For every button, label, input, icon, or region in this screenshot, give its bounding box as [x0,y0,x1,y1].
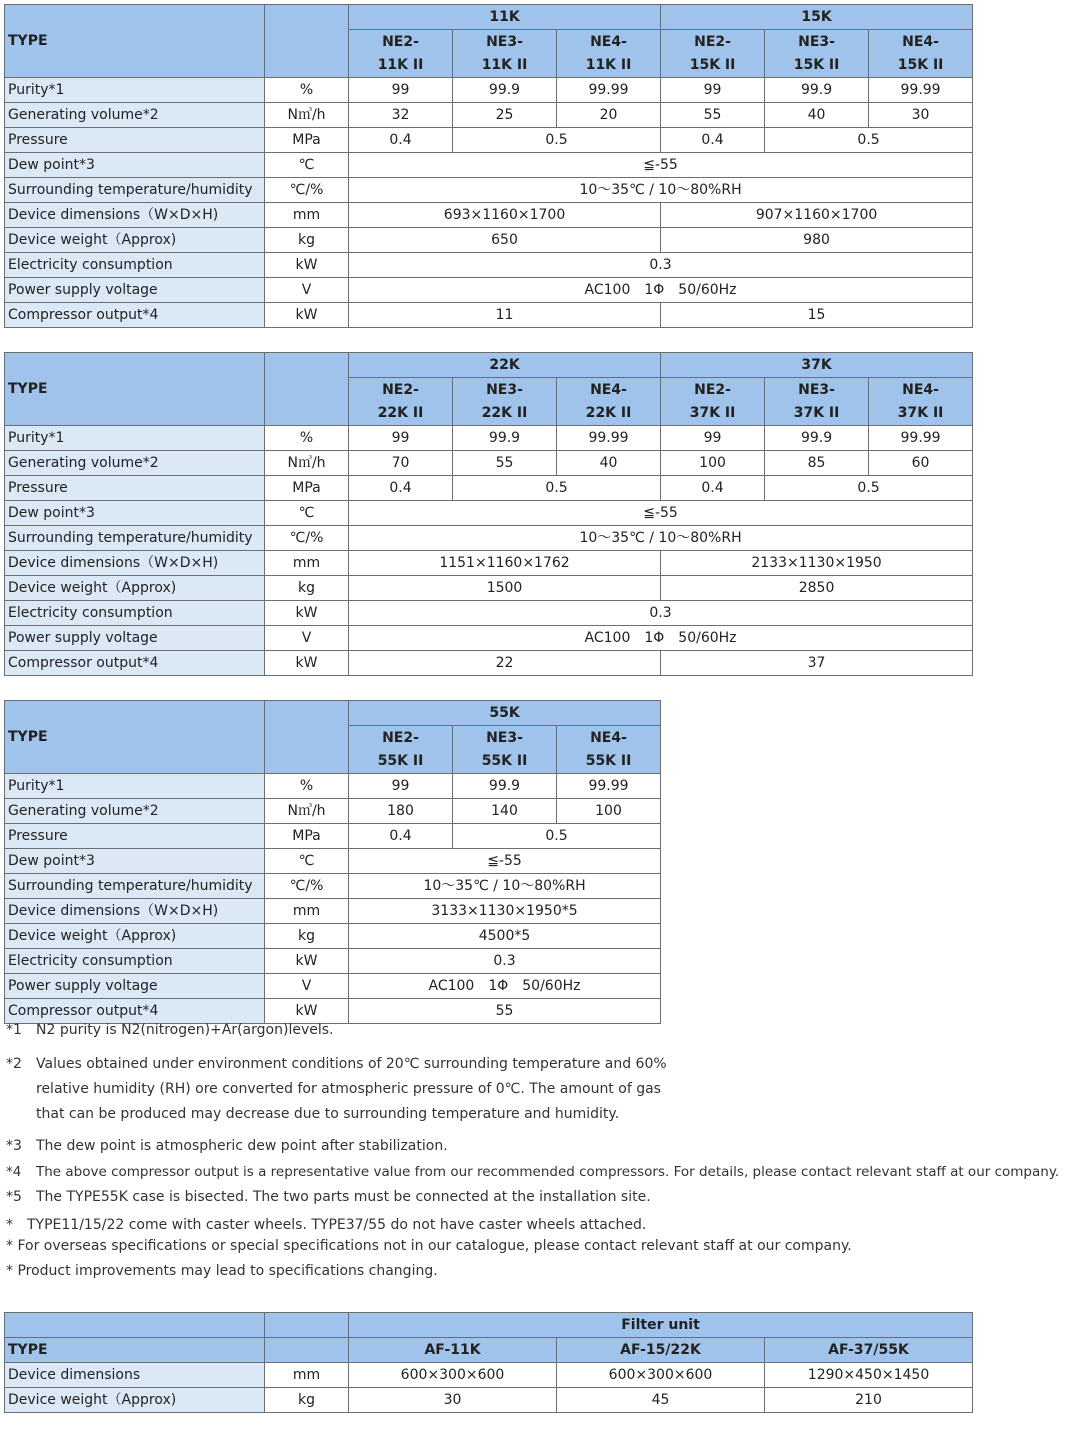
unit-cell: kW [265,651,349,676]
model-header: NE3- 55K II [453,726,557,774]
row-label: Device weight（Approx) [5,924,265,949]
value-cell: 15 [661,303,973,328]
value-cell: 1151×1160×1762 [349,551,661,576]
unit-cell: kg [265,228,349,253]
model-header: NE3- 11K II [453,30,557,78]
group-header-55k: 55K [349,701,661,726]
row-compressor [5,999,661,1024]
value-cell: 70 [349,451,453,476]
row-power-supply [5,974,661,999]
row-label: Device dimensions（W×D×H) [5,899,265,924]
value-cell: AC100 1Φ 50/60Hz [349,974,661,999]
unit-cell: ℃ [265,153,349,178]
group-header-11k: 11K [349,5,661,30]
unit-cell: mm [265,551,349,576]
row-label: Dew point*3 [5,153,265,178]
unit-cell: kg [265,924,349,949]
value-cell: 100 [557,799,661,824]
row-gen-volume [5,103,973,128]
row-pressure [5,476,973,501]
row-electricity [5,601,973,626]
row-label: Device weight（Approx) [5,228,265,253]
model-header: AF-37/55K [765,1338,973,1363]
value-cell: 600×300×600 [557,1363,765,1388]
unit-cell: ℃/% [265,178,349,203]
row-label: Surrounding temperature/humidity [5,178,265,203]
spec-table-55k [4,700,661,1024]
unit-header [265,5,349,78]
value-cell: 4500*5 [349,924,661,949]
row-label: Dew point*3 [5,501,265,526]
row-weight [5,228,973,253]
value-cell: ≦-55 [349,501,973,526]
type-header: TYPE [5,353,265,426]
value-cell: 99.99 [557,774,661,799]
model-header: NE3- 15K II [765,30,869,78]
value-cell: 85 [765,451,869,476]
row-dimensions [5,1363,973,1388]
row-purity [5,78,973,103]
row-label: Generating volume*2 [5,103,265,128]
value-cell: ≦-55 [349,153,973,178]
value-cell: 0.5 [453,824,661,849]
value-cell: 32 [349,103,453,128]
row-label: Generating volume*2 [5,799,265,824]
value-cell: 650 [349,228,661,253]
model-header: NE2- 11K II [349,30,453,78]
row-compressor [5,651,973,676]
unit-cell: N㎥/h [265,451,349,476]
row-label: Dew point*3 [5,849,265,874]
unit-cell: MPa [265,824,349,849]
row-electricity [5,253,973,278]
value-cell: 25 [453,103,557,128]
unit-cell: kW [265,253,349,278]
unit-cell: kW [265,949,349,974]
model-header: NE2- 22K II [349,378,453,426]
footnote: *3 The dew point is atmospheric dew point after stabilization. [6,1138,448,1154]
value-cell: 0.5 [765,476,973,501]
value-cell: 99.99 [557,78,661,103]
group-header-22k: 22K [349,353,661,378]
row-dew-point [5,153,973,178]
unit-cell: N㎥/h [265,103,349,128]
row-label: Power supply voltage [5,974,265,999]
row-label: Device dimensions（W×D×H) [5,551,265,576]
row-compressor [5,303,973,328]
value-cell: 30 [869,103,973,128]
value-cell: 99.9 [453,774,557,799]
model-header: NE4- 15K II [869,30,973,78]
row-electricity [5,949,661,974]
row-dimensions [5,203,973,228]
value-cell: 10～35℃ / 10～80%RH [349,874,661,899]
unit-header [265,701,349,774]
model-header: NE4- 11K II [557,30,661,78]
row-label: Surrounding temperature/humidity [5,874,265,899]
model-header: NE4- 22K II [557,378,661,426]
unit-cell: % [265,426,349,451]
row-power-supply [5,278,973,303]
unit-cell: V [265,278,349,303]
row-dew-point [5,849,661,874]
model-header: AF-11K [349,1338,557,1363]
value-cell: 20 [557,103,661,128]
value-cell: 980 [661,228,973,253]
unit-cell: ℃/% [265,526,349,551]
value-cell: 0.3 [349,253,973,278]
unit-cell: V [265,626,349,651]
row-label: Pressure [5,128,265,153]
model-header: NE4- 37K II [869,378,973,426]
row-pressure [5,128,973,153]
unit-cell: MPa [265,476,349,501]
model-header: AF-15/22K [557,1338,765,1363]
value-cell: 10～35℃ / 10～80%RH [349,526,973,551]
type-header: TYPE [5,1338,265,1363]
row-weight [5,924,661,949]
bullet-note: * Product improvements may lead to specifications changing. [6,1263,438,1279]
row-label: Electricity consumption [5,949,265,974]
value-cell: 11 [349,303,661,328]
unit-cell: V [265,974,349,999]
unit-cell: ℃ [265,501,349,526]
row-label: Device dimensions（W×D×H) [5,203,265,228]
value-cell: 10～35℃ / 10～80%RH [349,178,973,203]
row-gen-volume [5,799,661,824]
blank-header [5,1313,265,1338]
row-label: Power supply voltage [5,626,265,651]
group-header-15k: 15K [661,5,973,30]
blank-header [265,1313,349,1338]
value-cell: 60 [869,451,973,476]
value-cell: 99.9 [453,78,557,103]
value-cell: 0.4 [349,476,453,501]
row-label: Device weight（Approx) [5,1388,265,1413]
row-power-supply [5,626,973,651]
value-cell: 2850 [661,576,973,601]
type-header: TYPE [5,701,265,774]
value-cell: 100 [661,451,765,476]
footnote-continued: that can be produced may decrease due to surrounding temperature and humidity. [36,1106,620,1122]
row-label: Compressor output*4 [5,651,265,676]
unit-cell: mm [265,203,349,228]
footnote: *1 N2 purity is N2(nitrogen)+Ar(argon)levels. [6,1022,334,1038]
value-cell: 693×1160×1700 [349,203,661,228]
value-cell: 99.99 [869,426,973,451]
value-cell: 140 [453,799,557,824]
row-label: Electricity consumption [5,253,265,278]
value-cell: 99.9 [453,426,557,451]
model-header: NE2- 15K II [661,30,765,78]
value-cell: 37 [661,651,973,676]
value-cell: ≦-55 [349,849,661,874]
model-header: NE2- 37K II [661,378,765,426]
unit-cell: kW [265,303,349,328]
unit-cell: ℃ [265,849,349,874]
value-cell: 99.9 [765,78,869,103]
row-label: Purity*1 [5,774,265,799]
unit-cell: mm [265,899,349,924]
spec-table-22k-37k [4,352,973,676]
unit-header [265,353,349,426]
row-purity [5,426,973,451]
footnote: *2 Values obtained under environment conditions of 20℃ surrounding temperature and 60% [6,1056,667,1072]
row-label: Pressure [5,824,265,849]
value-cell: 45 [557,1388,765,1413]
value-cell: 907×1160×1700 [661,203,973,228]
value-cell: 99.9 [765,426,869,451]
unit-cell: N㎥/h [265,799,349,824]
row-weight [5,1388,973,1413]
footnote: *4 The above compressor output is a representative value from our recommended compressors. For details, please contact relevant staff at our company. [6,1164,1060,1180]
row-surrounding [5,874,661,899]
row-dimensions [5,899,661,924]
value-cell: 99.99 [557,426,661,451]
model-header: NE4- 55K II [557,726,661,774]
value-cell: 40 [765,103,869,128]
value-cell: 0.4 [349,824,453,849]
row-surrounding [5,526,973,551]
row-label: Pressure [5,476,265,501]
row-surrounding [5,178,973,203]
row-label: Purity*1 [5,426,265,451]
value-cell: 99.99 [869,78,973,103]
value-cell: 55 [661,103,765,128]
row-label: Compressor output*4 [5,303,265,328]
row-dimensions [5,551,973,576]
value-cell: 0.3 [349,949,661,974]
row-label: Device dimensions [5,1363,265,1388]
value-cell: 600×300×600 [349,1363,557,1388]
row-label: Power supply voltage [5,278,265,303]
unit-cell: % [265,774,349,799]
filter-unit-table [4,1312,973,1413]
value-cell: 99 [661,78,765,103]
value-cell: 0.5 [765,128,973,153]
model-header: NE2- 55K II [349,726,453,774]
unit-header [265,1338,349,1363]
unit-cell: % [265,78,349,103]
spec-table-11k-15k [4,4,973,328]
footnote: *5 The TYPE55K case is bisected. The two parts must be connected at the installation site. [6,1189,651,1205]
value-cell: 55 [349,999,661,1024]
value-cell: 0.3 [349,601,973,626]
row-label: Electricity consumption [5,601,265,626]
footnote-continued: relative humidity (RH) ore converted for atmospheric pressure of 0℃. The amount of gas [36,1081,661,1097]
value-cell: AC100 1Φ 50/60Hz [349,626,973,651]
value-cell: 0.4 [349,128,453,153]
value-cell: 99 [349,78,453,103]
bullet-note: * For overseas specifications or special specifications not in our catalogue, please contact relevant staff at our company. [6,1238,852,1254]
value-cell: 1290×450×1450 [765,1363,973,1388]
group-header-37k: 37K [661,353,973,378]
value-cell: 99 [349,426,453,451]
value-cell: 30 [349,1388,557,1413]
type-header: TYPE [5,5,265,78]
value-cell: 99 [349,774,453,799]
value-cell: 180 [349,799,453,824]
unit-cell: MPa [265,128,349,153]
value-cell: 3133×1130×1950*5 [349,899,661,924]
row-label: Compressor output*4 [5,999,265,1024]
row-gen-volume [5,451,973,476]
unit-cell: kW [265,601,349,626]
unit-cell: kg [265,1388,349,1413]
value-cell: 55 [453,451,557,476]
row-label: Surrounding temperature/humidity [5,526,265,551]
row-label: Purity*1 [5,78,265,103]
value-cell: 0.4 [661,128,765,153]
value-cell: 0.5 [453,476,661,501]
unit-cell: ℃/% [265,874,349,899]
value-cell: 0.5 [453,128,661,153]
row-label: Device weight（Approx) [5,576,265,601]
value-cell: 99 [661,426,765,451]
value-cell: AC100 1Φ 50/60Hz [349,278,973,303]
row-dew-point [5,501,973,526]
value-cell: 2133×1130×1950 [661,551,973,576]
row-weight [5,576,973,601]
unit-cell: mm [265,1363,349,1388]
row-purity [5,774,661,799]
unit-cell: kW [265,999,349,1024]
bullet-note: * TYPE11/15/22 come with caster wheels. TYPE37/55 do not have caster wheels attached. [6,1217,647,1233]
model-header: NE3- 22K II [453,378,557,426]
value-cell: 1500 [349,576,661,601]
unit-cell: kg [265,576,349,601]
row-pressure [5,824,661,849]
value-cell: 0.4 [661,476,765,501]
model-header: NE3- 37K II [765,378,869,426]
row-label: Generating volume*2 [5,451,265,476]
filter-unit-header: Filter unit [349,1313,973,1338]
value-cell: 40 [557,451,661,476]
value-cell: 210 [765,1388,973,1413]
value-cell: 22 [349,651,661,676]
